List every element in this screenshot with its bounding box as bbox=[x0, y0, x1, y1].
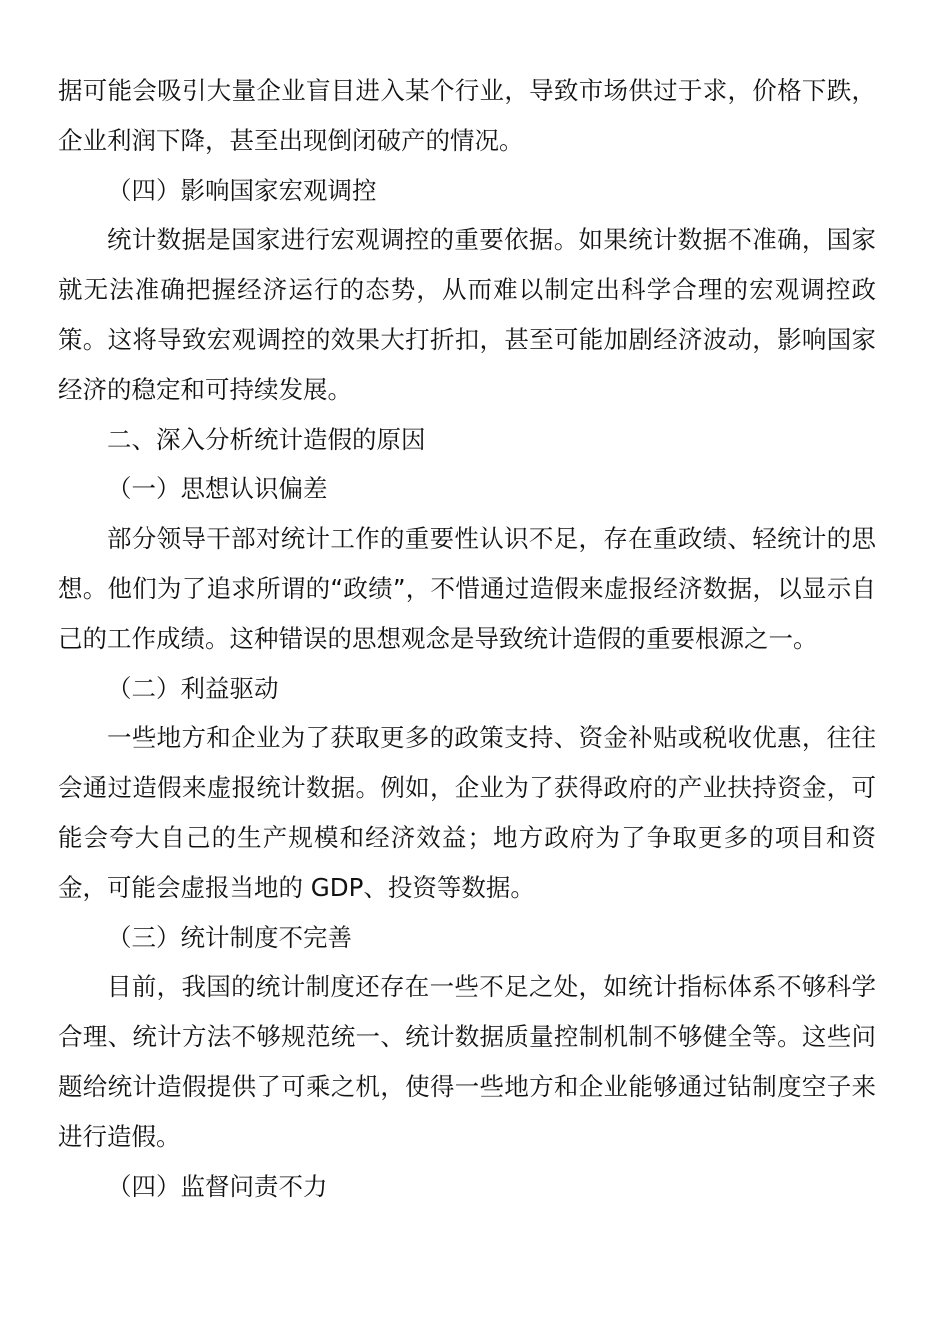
section-heading-causes: 二、深入分析统计造假的原因 bbox=[107, 424, 426, 454]
subheading-weak-supervision: （四）监督问责不力 bbox=[107, 1171, 328, 1201]
paragraph-interest-driven: 一些地方和企业为了获取更多的政策支持、资金补贴或税收优惠，往往会通过造假来虚报统计数据。例如，企业为了获得政府的产业扶持资金，可能会夸大自己的生产规模和经济效益；地方政府为了争取更多的项目和资金，可能会虚报当地的 GDP、投资等数据。 bbox=[58, 723, 876, 902]
paragraph-continued: 据可能会吸引大量企业盲目进入某个行业，导致市场供过于求，价格下跌，企业利润下降，甚至出现倒闭破产的情况。 bbox=[58, 76, 876, 155]
document-body bbox=[58, 66, 876, 1211]
paragraph-macro-control: 统计数据是国家进行宏观调控的重要依据。如果统计数据不准确，国家就无法准确把握经济运行的态势，从而难以制定出科学合理的宏观调控政策。这将导致宏观调控的效果大打折扣，甚至可能加剧经济波动，影响国家经济的稳定和可持续发展。 bbox=[58, 225, 876, 404]
paragraph-imperfect-system: 目前，我国的统计制度还存在一些不足之处，如统计指标体系不够科学合理、统计方法不够规范统一、统计数据质量控制机制不够健全等。这些问题给统计造假提供了可乘之机，使得一些地方和企业能够通过钻制度空子来进行造假。 bbox=[58, 972, 876, 1151]
subheading-interest-driven: （二）利益驱动 bbox=[107, 673, 279, 703]
subheading-ideological-bias: （一）思想认识偏差 bbox=[107, 474, 328, 504]
paragraph-ideological-bias: 部分领导干部对统计工作的重要性认识不足，存在重政绩、轻统计的思想。他们为了追求所谓的“政绩”，不惜通过造假来虚报经济数据，以显示自己的工作成绩。这种错误的思想观念是导致统计造假的重要根源之一。 bbox=[58, 524, 876, 653]
subheading-influence-macro-control: （四）影响国家宏观调控 bbox=[107, 175, 377, 205]
subheading-imperfect-system: （三）统计制度不完善 bbox=[107, 922, 352, 952]
